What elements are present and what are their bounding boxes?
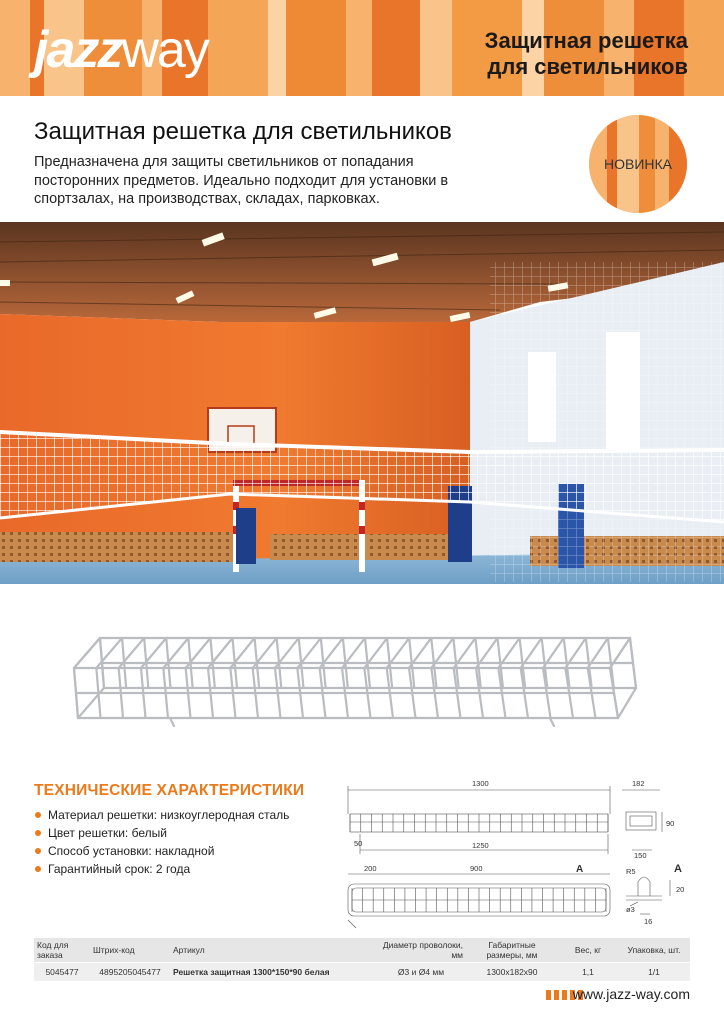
th-wire-diameter: Диаметр проволоки, мм xyxy=(376,938,466,963)
wire-guard-illustration xyxy=(70,628,658,740)
spec-text: Способ установки: накладной xyxy=(48,844,215,858)
cell-dimensions: 1300х182х90 xyxy=(466,963,558,981)
cell-barcode: 4895205045477 xyxy=(90,963,170,981)
new-badge xyxy=(589,115,687,213)
product-description: Предназначена для защиты светильников от попадания посторонних предметов. Идеально подходит для установки в спортзалах, на производствах, складах, парковках. xyxy=(34,154,449,207)
website-link[interactable]: www.jazz-way.com xyxy=(572,986,690,1002)
page-title: Защитная решетка для светильников xyxy=(34,118,452,145)
specs-list xyxy=(34,806,289,878)
header-stripe xyxy=(684,0,724,96)
product-table xyxy=(34,938,690,981)
th-dimensions: Габаритные размеры, мм xyxy=(466,938,558,963)
th-order-code: Код для заказа xyxy=(34,938,90,963)
table-header-row xyxy=(34,938,690,963)
header-title xyxy=(358,28,688,80)
logo-light: way xyxy=(121,21,208,79)
cell-order-code: 5045477 xyxy=(34,963,90,981)
cell-wire-diameter: Ø3 и Ø4 мм xyxy=(376,963,466,981)
cell-weight: 1,1 xyxy=(558,963,618,981)
bullet-icon xyxy=(35,848,41,854)
dim-90: 90 xyxy=(666,819,675,828)
logo-bold: jazz xyxy=(34,21,122,79)
dim-200: 200 xyxy=(364,864,377,873)
dim-r5: R5 xyxy=(626,867,636,876)
post-pad xyxy=(236,508,256,564)
spec-item xyxy=(34,806,289,824)
dim-50: 50 xyxy=(354,839,363,848)
spec-item xyxy=(34,860,289,878)
spec-text: Цвет решетки: белый xyxy=(48,826,167,840)
badge-label: НОВИНКА xyxy=(603,156,672,172)
dim-1250: 1250 xyxy=(472,841,489,850)
brand-logo[interactable] xyxy=(34,20,208,80)
dim-1300: 1300 xyxy=(472,779,489,788)
dim-900: 900 xyxy=(470,864,483,873)
spec-text: Гарантийный срок: 2 года xyxy=(48,862,191,876)
technical-drawing xyxy=(340,774,696,930)
th-barcode: Штрих-код xyxy=(90,938,170,963)
header-title-line2: для светильников xyxy=(487,54,688,79)
cell-article: Решетка защитная 1300*150*90 белая xyxy=(170,963,376,981)
detail-a-label: A xyxy=(674,863,682,875)
spec-text: Материал решетки: низкоуглеродная сталь xyxy=(48,808,290,822)
spec-item xyxy=(34,842,289,860)
dim-dia3: ø3 xyxy=(626,905,635,914)
table-row xyxy=(34,963,690,981)
dim-150: 150 xyxy=(634,851,647,860)
cell-packing: 1/1 xyxy=(618,963,690,981)
gym-photo xyxy=(0,222,724,584)
bullet-icon xyxy=(35,812,41,818)
spec-item xyxy=(34,824,289,842)
product-image xyxy=(70,628,658,740)
dim-182: 182 xyxy=(632,779,645,788)
bullet-icon xyxy=(35,830,41,836)
header-stripe xyxy=(268,0,286,96)
gym-illustration xyxy=(0,222,724,584)
bullet-icon xyxy=(35,866,41,872)
specs-heading: ТЕХНИЧЕСКИЕ ХАРАКТЕРИСТИКИ xyxy=(34,782,305,799)
dim-16: 16 xyxy=(644,917,653,926)
section-a-label: A xyxy=(576,864,584,875)
th-packing: Упаковка, шт. xyxy=(618,938,690,963)
header-title-line1: Защитная решетка xyxy=(484,28,688,53)
header-stripe xyxy=(208,0,268,96)
dim-20: 20 xyxy=(676,885,685,894)
footer xyxy=(0,986,724,1004)
safety-net xyxy=(490,262,724,582)
header-stripe xyxy=(286,0,346,96)
header-banner xyxy=(0,0,724,96)
th-weight: Вес, кг xyxy=(558,938,618,963)
th-article: Артикул xyxy=(170,938,376,963)
header-stripe xyxy=(0,0,30,96)
